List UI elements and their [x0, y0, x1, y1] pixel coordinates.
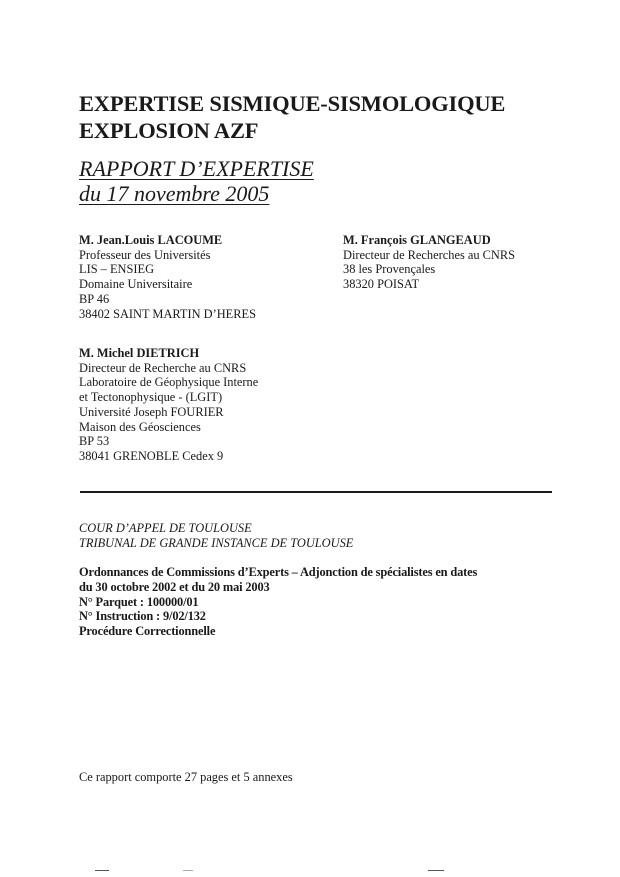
ordinance-line: Ordonnances de Commissions d’Experts – Adjonction de spécialistes en dates — [79, 565, 478, 579]
expert-detail-line: Directeur de Recherche au CNRS — [79, 360, 247, 375]
expert-name: M. François GLANGEAUD — [343, 233, 491, 247]
expert-detail-line: Domaine Universitaire — [79, 277, 193, 292]
expert-detail-line: Maison des Géosciences — [79, 419, 201, 434]
expert-lacoume — [79, 233, 256, 321]
expert-detail-line: Laboratoire de Géophysique Interne — [79, 375, 259, 390]
court-block — [79, 521, 353, 551]
expert-detail-line: 38041 GRENOBLE Cedex 9 — [79, 448, 224, 463]
expert-name: M. Michel DIETRICH — [79, 346, 200, 360]
report-title-line: EXPERTISE SISMIQUE-SISMOLOGIQUE — [79, 91, 506, 116]
report-title-line: EXPLOSION AZF — [79, 118, 259, 143]
expert-glangeaud — [343, 233, 515, 292]
expert-detail-line: Directeur de Recherches au CNRS — [343, 247, 516, 262]
court-line: TRIBUNAL DE GRANDE INSTANCE DE TOULOUSE — [79, 535, 354, 550]
expert-detail-line: 38402 SAINT MARTIN D’HERES — [79, 306, 256, 321]
scan-artifact — [95, 870, 109, 871]
ordinance-block — [79, 565, 477, 639]
report-subtitle — [79, 156, 314, 206]
ordinance-line: du 30 octobre 2002 et du 20 mai 2003 — [79, 579, 270, 594]
report-subtitle-line: RAPPORT D’EXPERTISE — [79, 156, 314, 181]
expert-detail-line: 38320 POISAT — [343, 277, 420, 292]
procedure-type: Procédure Correctionnelle — [79, 624, 216, 639]
expert-detail-line: LIS – ENSIEG — [79, 262, 155, 277]
report-date-line: du 17 novembre 2005 — [79, 181, 270, 206]
expert-detail-line: BP 53 — [79, 434, 110, 449]
expert-detail-line: BP 46 — [79, 291, 110, 306]
report-title — [79, 90, 505, 144]
expert-detail-line: Professeur des Universités — [79, 247, 211, 262]
expert-name: M. Jean.Louis LACOUME — [79, 233, 223, 247]
page-count-note: Ce rapport comporte 27 pages et 5 annexes — [79, 770, 293, 784]
section-divider — [80, 491, 552, 493]
expert-detail-line: 38 les Provençales — [343, 262, 436, 277]
scan-artifact — [183, 870, 193, 871]
instruction-number: N° Instruction : 9/02/132 — [79, 609, 206, 624]
expert-dietrich — [79, 346, 258, 464]
parquet-number: N° Parquet : 100000/01 — [79, 594, 199, 609]
court-line: COUR D’APPEL DE TOULOUSE — [79, 521, 252, 535]
expert-detail-line: Université Joseph FOURIER — [79, 404, 224, 419]
expert-detail-line: et Tectonophysique - (LGIT) — [79, 390, 223, 405]
scan-artifact — [428, 870, 444, 871]
